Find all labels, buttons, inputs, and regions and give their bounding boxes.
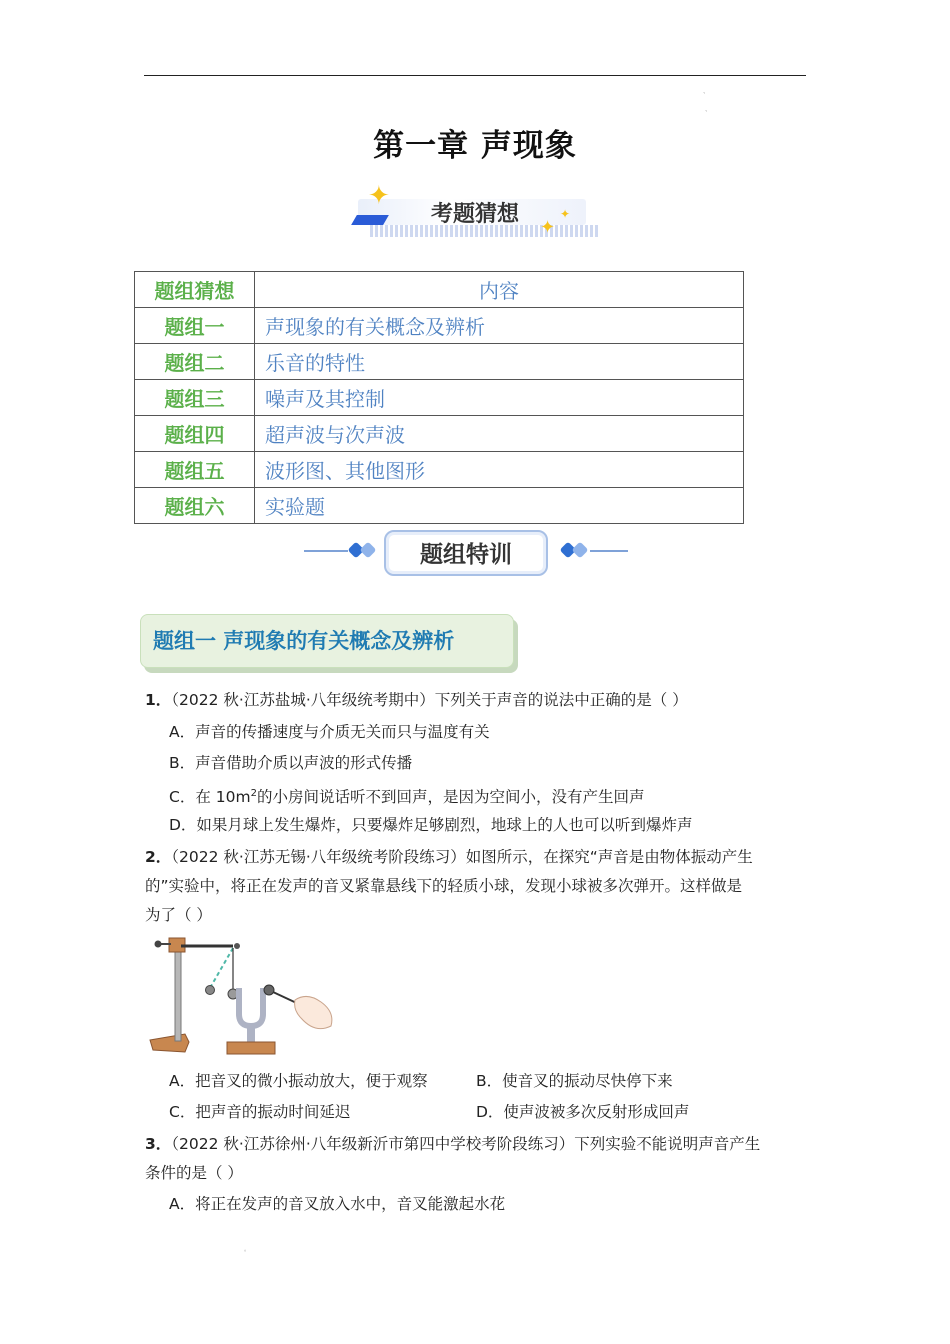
question-text: 条件的是（ ） xyxy=(145,1164,243,1182)
sparkle-icon: ✦ xyxy=(368,181,390,211)
option-d: D．如果月球上发生爆炸，只要爆炸足够剧烈，地球上的人也可以听到爆炸声 xyxy=(169,816,693,834)
hand xyxy=(295,996,332,1028)
question-text: 为了（ ） xyxy=(145,906,212,924)
training-banner xyxy=(300,526,630,578)
question-2-stem xyxy=(145,847,753,867)
content-cell: 声现象的有关概念及辨析 xyxy=(255,308,744,344)
divider xyxy=(304,550,348,552)
option-b: B．使音叉的振动尽快停下来 xyxy=(476,1072,673,1090)
section-header xyxy=(140,614,514,668)
content-cell: 乐音的特性 xyxy=(255,344,744,380)
header-cell-group: 题组猜想 xyxy=(135,272,255,308)
header-cell-content: 内容 xyxy=(255,272,744,308)
group-cell: 题组三 xyxy=(135,380,255,416)
chapter-title: 第一章 声现象 xyxy=(373,128,577,164)
group-cell: 题组一 xyxy=(135,308,255,344)
ball-swung xyxy=(206,986,215,995)
group-cell: 题组四 xyxy=(135,416,255,452)
option-b: B．声音借助介质以声波的形式传播 xyxy=(169,754,413,772)
question-number: 1． xyxy=(145,691,172,709)
content-cell: 超声波与次声波 xyxy=(255,416,744,452)
question-1-stem xyxy=(145,690,688,710)
option-a: A．把音叉的微小振动放大，便于观察 xyxy=(169,1072,428,1090)
stand-rod xyxy=(175,946,181,1041)
table-row xyxy=(135,308,744,344)
divider xyxy=(590,550,628,552)
question-number: 3． xyxy=(145,1135,172,1153)
table-row xyxy=(135,344,744,380)
group-cell: 题组五 xyxy=(135,452,255,488)
hexagon-icon xyxy=(572,542,589,559)
option-d: D．使声波被多次反射形成回声 xyxy=(476,1103,690,1121)
option-a: A．声音的传播速度与介质无关而只与温度有关 xyxy=(169,723,490,741)
group-cell: 题组二 xyxy=(135,344,255,380)
group-cell: 题组六 xyxy=(135,488,255,524)
question-text: （2022 秋·江苏无锡·八年级统考阶段练习）如图所示，在探究“声音是由物体振动产生 xyxy=(171,848,753,866)
header-rule xyxy=(144,75,806,76)
question-text: （2022 秋·江苏徐州·八年级新沂市第四中学校考阶段练习）下列实验不能说明声音产生 xyxy=(171,1135,761,1153)
table-row xyxy=(135,380,744,416)
training-banner-label: 题组特训 xyxy=(420,542,512,568)
corner-mark: 、 xyxy=(703,88,710,95)
guess-banner-label: 考题猜想 xyxy=(430,202,519,227)
content-cell: 实验题 xyxy=(255,488,744,524)
option-c-text-rest: 的小房间说话听不到回声，是因为空间小，没有产生回声 xyxy=(256,788,645,807)
sparkle-icon: ✦ xyxy=(560,207,571,221)
question-text: 的”实验中，将正在发声的音叉紧靠悬线下的轻质小球，发现小球被多次弹开。这样做是 xyxy=(145,877,743,895)
mallet-head xyxy=(264,985,274,995)
groups-table xyxy=(134,271,744,524)
question-3-stem xyxy=(145,1134,760,1154)
guess-banner xyxy=(350,181,600,245)
fork-base xyxy=(227,1042,275,1054)
superscript: 2 xyxy=(250,788,257,799)
question-text: （2022 秋·江苏盐城·八年级统考期中）下列关于声音的说法中正确的是（ ） xyxy=(171,691,688,709)
option-c: C．把声音的振动时间延迟 xyxy=(169,1103,351,1121)
table-row xyxy=(135,416,744,452)
sparkle-icon: ✦ xyxy=(540,217,556,238)
table-header-row xyxy=(135,272,744,308)
tuning-fork-figure xyxy=(145,930,340,1062)
table-row xyxy=(135,488,744,524)
tuning-fork xyxy=(239,988,263,1026)
content-cell: 波形图、其他图形 xyxy=(255,452,744,488)
content-cell: 噪声及其控制 xyxy=(255,380,744,416)
section-title: 题组一 声现象的有关概念及辨析 xyxy=(153,629,455,653)
question-number: 2． xyxy=(145,848,172,866)
corner-mark-2: 、 xyxy=(705,106,712,113)
option-c xyxy=(169,784,644,807)
option-a: A．将正在发声的音叉放入水中，音叉能激起水花 xyxy=(169,1195,506,1213)
footer-mark: 。 xyxy=(244,1246,251,1253)
hexagon-icon xyxy=(360,542,377,559)
swing-path xyxy=(210,948,233,988)
table-row xyxy=(135,452,744,488)
option-c-text: C．在 10m xyxy=(169,788,251,807)
knob xyxy=(155,941,162,948)
stand-base xyxy=(150,1034,189,1052)
